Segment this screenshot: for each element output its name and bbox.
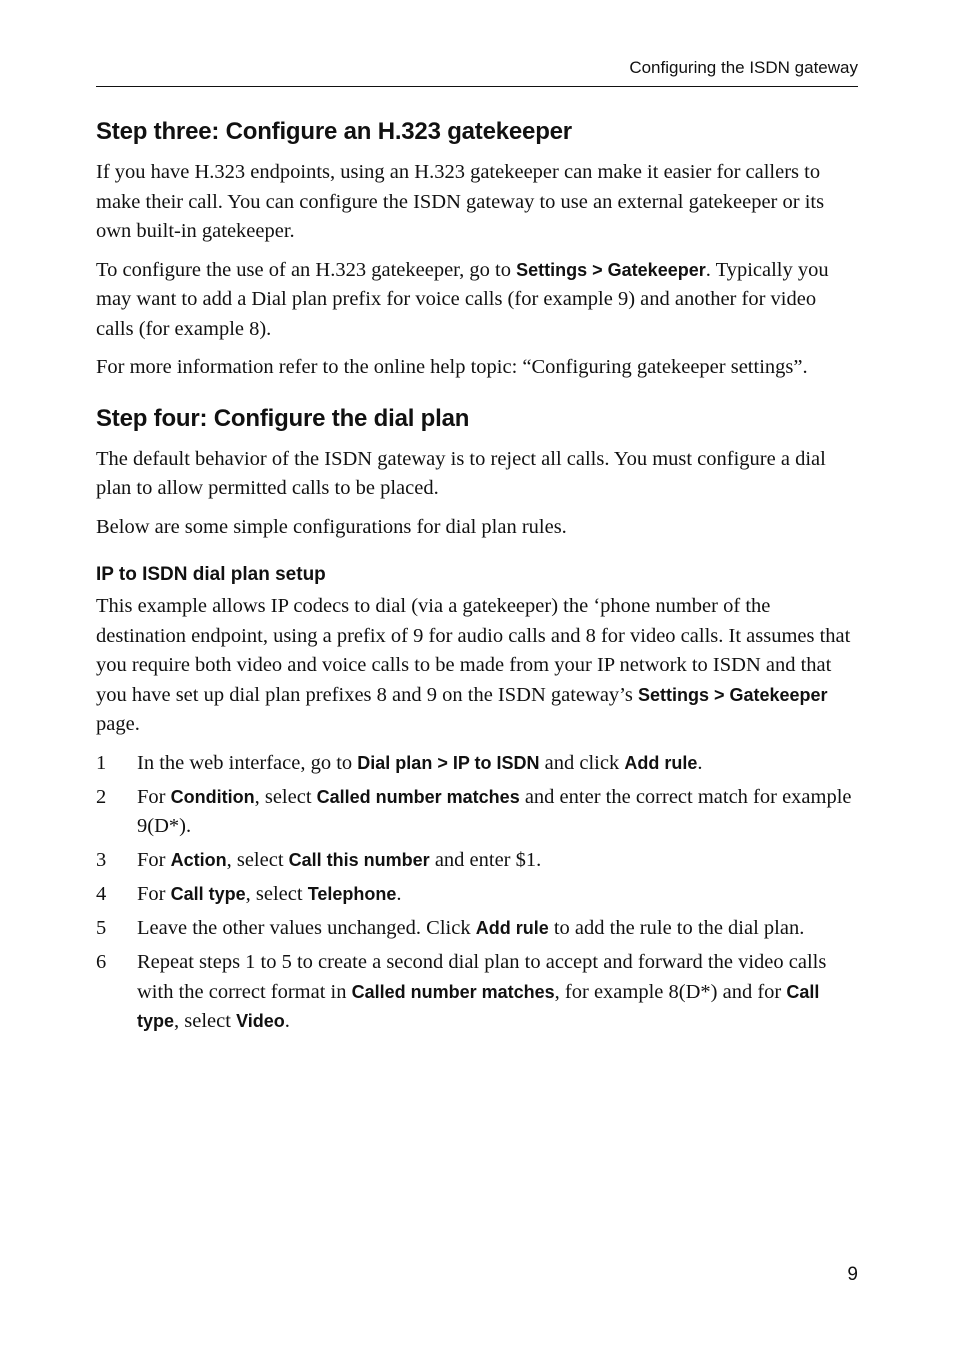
menu-path-settings-gatekeeper: Settings > Gatekeeper (637, 684, 828, 705)
step-number: 5 (96, 917, 107, 939)
ui-label-call-this-number: Call this number (288, 850, 430, 870)
ui-label-action: Action (170, 850, 227, 870)
procedure-steps (96, 749, 858, 1037)
step-number: 1 (96, 751, 107, 774)
list-item-step-6: 6 Repeat steps 1 to 5 to create a second dial plan to accept and forward the video calls with the correct format in Called number matches, for example 8(D*) and for Call type, select Video. (96, 948, 858, 1037)
menu-path-settings-gatekeeper: Settings > Gatekeeper (516, 259, 706, 280)
ui-label-add-rule: Add rule (624, 752, 698, 773)
paragraph-gatekeeper-config: To configure the use of an H.323 gatekeeper, go to Settings > Gatekeeper. Typically you may want to add a Dial plan prefix for voice calls (for example 9) and another for video calls (for example 8). (96, 258, 829, 340)
code-value: $1 (515, 849, 537, 871)
header-rule (96, 86, 858, 87)
paragraph-ip-to-isdn-intro: This example allows IP codecs to dial (via a gatekeeper) the ‘phone number of the destination endpoint, using a prefix of 9 for audio calls and 8 for video calls. It assumes that you require both video and voice calls to be made from your IP network to ISDN and that you have set up dial plan prefixes 8 and 9 on the ISDN gateway’s Settings > Gatekeeper page. (96, 595, 851, 735)
heading-step-three: Step three: Configure an H.323 gatekeeper (96, 118, 572, 145)
ui-label-called-number-matches: Called number matches (351, 981, 555, 1002)
step-number: 6 (96, 951, 107, 973)
list-item-step-1: 1 In the web interface, go to Dial plan > IP to ISDN and click Add rule. (96, 749, 858, 779)
step-number: 2 (96, 785, 107, 808)
page-number: 9 (847, 1264, 858, 1285)
ui-label-condition: Condition (170, 786, 255, 807)
list-item-step-5: 5 Leave the other values unchanged. Click Add rule to add the rule to the dial plan. (96, 914, 858, 944)
ui-label-telephone: Telephone (307, 884, 397, 904)
step-number: 3 (96, 849, 107, 871)
list-item-step-3: 3 For Action, select Call this number and enter $1. (96, 846, 858, 876)
page-content (96, 118, 858, 1041)
heading-step-four: Step four: Configure the dial plan (96, 404, 470, 432)
running-header: Configuring the ISDN gateway (629, 58, 858, 77)
paragraph-dialplan-default: The default behavior of the ISDN gateway is to reject all calls. You must configure a dial plan to allow permitted calls to be placed. (96, 447, 826, 499)
paragraph-gatekeeper-intro: If you have H.323 endpoints, using an H.323 gatekeeper can make it easier for callers to make their call. You can configure the ISDN gateway to use an external gatekeeper or its own built-in gatekeeper. (96, 161, 825, 242)
list-item-step-4: 4 For Call type, select Telephone. (96, 880, 858, 910)
ui-label-call-type: Call type (137, 981, 820, 1031)
menu-path-dial-plan: Dial plan > IP to ISDN (357, 752, 540, 773)
list-item-step-2: 2 For Condition, select Called number matches and enter the correct match for example 9(D*). (96, 783, 858, 842)
step-number: 4 (96, 883, 107, 905)
ui-label-video: Video (236, 1011, 285, 1031)
ui-label-add-rule: Add rule (475, 918, 549, 938)
ui-label-call-type: Call type (170, 884, 246, 904)
ui-label-called-number-matches: Called number matches (316, 786, 520, 807)
paragraph-gatekeeper-help: For more information refer to the online help topic: “Configuring gatekeeper settings”. (96, 356, 808, 378)
paragraph-dialplan-examples: Below are some simple configurations for dial plan rules. (96, 515, 567, 538)
heading-ip-to-isdn: IP to ISDN dial plan setup (96, 564, 326, 585)
